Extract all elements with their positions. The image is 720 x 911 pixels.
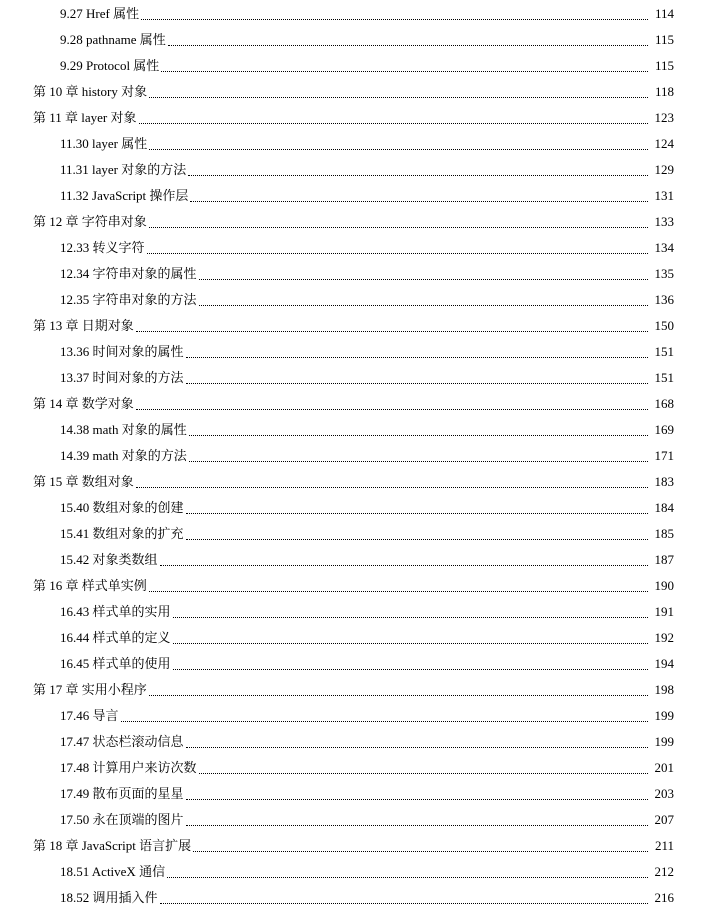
entry-page-number: 169 [654,422,674,437]
dot-leader [186,798,648,800]
entry-page-number: 184 [654,500,674,515]
entry-title: 15.41 数组对象的扩充 [60,526,184,541]
dot-leader [199,772,648,774]
toc-entry-chapter [0,469,720,495]
entry-page-number: 216 [654,890,674,905]
toc-entry-section [0,547,720,573]
dot-leader [193,850,648,852]
toc-entry-chapter [0,79,720,105]
entry-title: 17.48 计算用户来访次数 [60,760,197,775]
dot-leader [190,200,648,202]
entry-page-number: 133 [654,214,674,229]
entry-page-number: 115 [654,32,674,47]
toc-entry-section [0,417,720,443]
entry-title: 18.51 ActiveX 通信 [60,864,166,879]
entry-page-number: 199 [654,734,674,749]
dot-leader [186,512,648,514]
dot-leader [141,18,648,20]
table-of-contents [0,1,720,911]
entry-title: 17.49 散布页面的星星 [60,786,184,801]
dot-leader [147,252,648,254]
toc-entry-chapter [0,105,720,131]
toc-entry-section [0,157,720,183]
entry-page-number: 191 [654,604,674,619]
toc-entry-section [0,755,720,781]
dot-leader [160,902,648,904]
entry-page-number: 198 [654,682,674,697]
dot-leader [149,226,648,228]
dot-leader [121,720,648,722]
dot-leader [188,174,648,176]
entry-page-number: 203 [654,786,674,801]
entry-title: 15.40 数组对象的创建 [60,500,184,515]
dot-leader [186,356,648,358]
dot-leader [199,278,648,280]
entry-title: 第 15 章 数组对象 [33,474,134,489]
entry-page-number: 185 [654,526,674,541]
toc-entry-section [0,339,720,365]
entry-title: 第 14 章 数学对象 [33,396,134,411]
entry-title: 17.50 永在顶端的图片 [60,812,184,827]
entry-title: 18.52 调用插入件 [60,890,158,905]
dot-leader [149,96,648,98]
toc-entry-section [0,781,720,807]
toc-entry-section [0,495,720,521]
dot-leader [136,330,648,332]
entry-title: 12.33 转义字符 [60,240,145,255]
entry-title: 15.42 对象类数组 [60,552,158,567]
entry-title: 11.32 JavaScript 操作层 [60,188,189,203]
dot-leader [161,70,648,72]
toc-entry-section [0,729,720,755]
dot-leader [167,876,648,878]
entry-page-number: 134 [654,240,674,255]
toc-entry-section [0,235,720,261]
entry-title: 16.44 样式单的定义 [60,630,171,645]
entry-title: 第 12 章 字符串对象 [33,214,147,229]
toc-entry-chapter [0,313,720,339]
toc-entry-chapter [0,209,720,235]
dot-leader [186,382,648,384]
dot-leader [186,824,648,826]
dot-leader [149,148,648,150]
dot-leader [189,460,648,462]
toc-entry-section [0,287,720,313]
toc-entry-section [0,1,720,27]
dot-leader [139,122,649,124]
entry-title: 16.43 样式单的实用 [60,604,171,619]
entry-title: 17.47 状态栏滚动信息 [60,734,184,749]
toc-entry-section [0,131,720,157]
entry-page-number: 123 [654,110,674,125]
toc-entry-section [0,521,720,547]
entry-page-number: 171 [654,448,674,463]
dot-leader [186,746,648,748]
toc-entry-chapter [0,573,720,599]
dot-leader [186,538,648,540]
entry-page-number: 118 [654,84,674,99]
dot-leader [199,304,648,306]
entry-page-number: 192 [654,630,674,645]
entry-page-number: 194 [654,656,674,671]
entry-page-number: 129 [654,162,674,177]
toc-entry-section [0,183,720,209]
entry-title: 12.35 字符串对象的方法 [60,292,197,307]
entry-page-number: 190 [654,578,674,593]
entry-title: 9.27 Href 属性 [60,6,140,21]
entry-title: 9.28 pathname 属性 [60,32,166,47]
entry-title: 16.45 样式单的使用 [60,656,171,671]
entry-title: 11.30 layer 属性 [60,136,148,151]
entry-page-number: 114 [654,6,674,21]
entry-title: 第 10 章 history 对象 [33,84,148,99]
entry-title: 第 17 章 实用小程序 [33,682,147,697]
toc-entry-chapter [0,833,720,859]
entry-page-number: 183 [654,474,674,489]
dot-leader [136,486,648,488]
entry-title: 11.31 layer 对象的方法 [60,162,187,177]
dot-leader [189,434,648,436]
entry-page-number: 131 [654,188,674,203]
entry-page-number: 151 [654,370,674,385]
toc-entry-section [0,625,720,651]
entry-page-number: 201 [654,760,674,775]
entry-title: 14.38 math 对象的属性 [60,422,187,437]
toc-entry-section [0,27,720,53]
dot-leader [173,668,648,670]
toc-entry-section [0,365,720,391]
dot-leader [173,642,648,644]
entry-page-number: 207 [654,812,674,827]
entry-title: 第 13 章 日期对象 [33,318,134,333]
toc-entry-section [0,599,720,625]
dot-leader [149,590,648,592]
entry-page-number: 124 [654,136,674,151]
entry-title: 13.36 时间对象的属性 [60,344,184,359]
toc-entry-chapter [0,677,720,703]
entry-page-number: 151 [654,344,674,359]
entry-page-number: 150 [654,318,674,333]
entry-page-number: 199 [654,708,674,723]
entry-title: 12.34 字符串对象的属性 [60,266,197,281]
entry-title: 第 11 章 layer 对象 [33,110,137,125]
toc-entry-section [0,651,720,677]
toc-entry-section [0,703,720,729]
dot-leader [173,616,648,618]
dot-leader [149,694,648,696]
toc-entry-section [0,859,720,885]
dot-leader [168,44,648,46]
entry-page-number: 136 [654,292,674,307]
toc-entry-chapter [0,391,720,417]
entry-page-number: 168 [654,396,674,411]
toc-entry-section [0,443,720,469]
entry-page-number: 211 [654,838,674,853]
entry-title: 13.37 时间对象的方法 [60,370,184,385]
toc-entry-section [0,807,720,833]
entry-page-number: 115 [654,58,674,73]
entry-page-number: 135 [654,266,674,281]
entry-title: 14.39 math 对象的方法 [60,448,187,463]
toc-entry-section [0,261,720,287]
entry-title: 17.46 导言 [60,708,119,723]
dot-leader [136,408,648,410]
entry-title: 第 18 章 JavaScript 语言扩展 [33,838,192,853]
entry-title: 9.29 Protocol 属性 [60,58,160,73]
toc-entry-section [0,885,720,911]
entry-title: 第 16 章 样式单实例 [33,578,147,593]
entry-page-number: 212 [654,864,674,879]
entry-page-number: 187 [654,552,674,567]
toc-entry-section [0,53,720,79]
dot-leader [160,564,648,566]
